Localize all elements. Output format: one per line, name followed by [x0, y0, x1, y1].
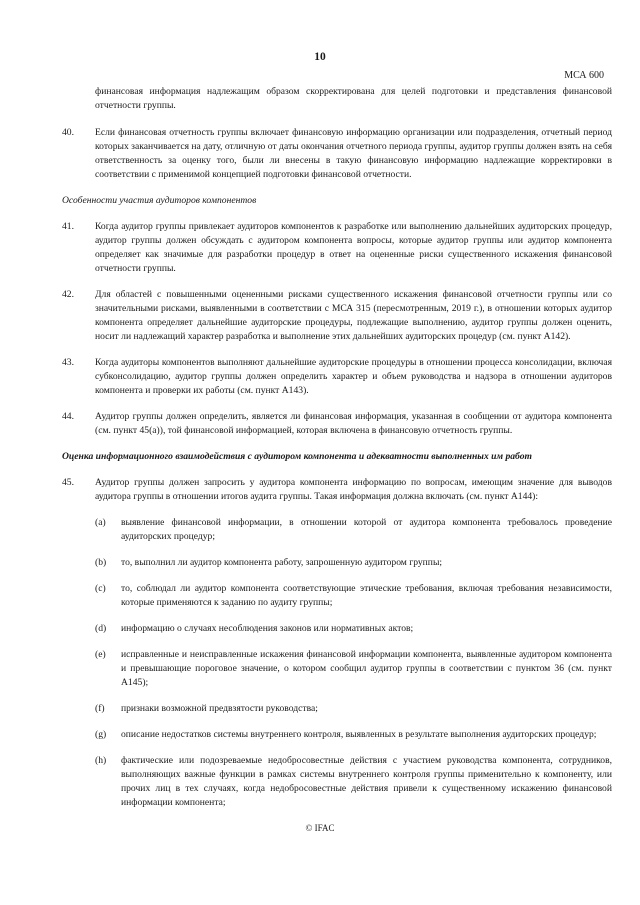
paragraph-text: Аудитор группы должен определить, является ли финансовая информация, указанная в сообщении от аудитора компонента (см. пункт 45(a)), той финансовой информацией, которая включена в финансовую отчетность группы.: [95, 411, 612, 436]
list-item-text: фактические или подозреваемые недобросовестные действия с участием руководства компонента, сотрудников, выполняющих важные функции в рамках системы внутреннего контроля группы применительно к компоненту, или прочих лиц в тех случаях, когда недобросовестные действия привели к существенному искажению финансовой информации компонента;: [121, 755, 612, 808]
list-item: [95, 622, 612, 636]
list-item-text: то, соблюдал ли аудитор компонента соответствующие этические требования, включая требования независимости, которые применяются к заданию по аудиту группы;: [121, 583, 612, 608]
list-item-text: признаки возможной предвзятости руководства;: [121, 703, 318, 714]
list-item-text: выявление финансовой информации, в отношении которой от аудитора компонента требовалось проведение аудиторских процедур;: [121, 517, 612, 542]
paragraph-42: [62, 288, 612, 344]
paragraph-text: Аудитор группы должен запросить у аудитора компонента информацию по вопросам, имеющим значение для выводов аудитора группы в отношении итогов аудита группы. Такая информация должна включать (см. пункт А144):: [95, 477, 612, 502]
paragraph-41: [62, 220, 612, 276]
paragraph-number: 41.: [62, 221, 74, 232]
continuation-text: финансовая информация надлежащим образом скорректирована для целей подготовки и представления финансовой отчетности группы.: [95, 86, 612, 111]
paragraph-number: 42.: [62, 289, 74, 300]
list-item-text: описание недостатков системы внутреннего контроля, выявленных в результате выполнения аудиторских процедур;: [121, 729, 597, 740]
paragraph-43: [62, 356, 612, 398]
list-item: [95, 754, 612, 810]
paragraph-number: 43.: [62, 357, 74, 368]
list-item-text: информацию о случаях несоблюдения законов или нормативных актов;: [121, 623, 414, 634]
paragraph-text: Когда аудитор группы привлекает аудиторов компонентов к разработке или выполнению дальнейших аудиторских процедур, аудитор группы должен обсуждать с аудитором компонента вопросы, которые аудитор группы или аудитор компонента определяет как значимые для разработки процедур в ответ на оцененные риски существенного искажения финансовой отчетности группы.: [95, 221, 612, 274]
list-item-text: исправленные и неисправленные искажения финансовой информации компонента, выявленные аудитором компонента и превышающие пороговое значение, о котором сообщил аудитор группы в соответствии с пунктом 36 (см. пункт А145);: [121, 649, 612, 688]
document-body: [62, 85, 612, 822]
paragraph-44: [62, 410, 612, 438]
list-item-label: (c): [95, 583, 106, 594]
paragraph-45: [62, 476, 612, 504]
section-heading: Оценка информационного взаимодействия с аудитором компонента и адекватности выполненных им работ: [62, 451, 532, 462]
paragraph-number: 40.: [62, 127, 74, 138]
list-item-label: (a): [95, 517, 106, 528]
list-item-label: (f): [95, 703, 105, 714]
list-item-label: (g): [95, 729, 107, 740]
list-item-label: (b): [95, 557, 107, 568]
copyright-footer: © IFAC: [305, 823, 335, 833]
list-item: [95, 702, 612, 716]
paragraph-text: Когда аудиторы компонентов выполняют дальнейшие аудиторские процедуры в отношении процесса консолидации, включая субконсолидацию, аудитор группы должен определить характер и объем руководства и надзора в отношении аудиторов компонента и проверки их работы (см. пункт А143).: [95, 357, 612, 396]
list-item-label: (e): [95, 649, 106, 660]
list-item-label: (d): [95, 623, 107, 634]
paragraph-text: Для областей с повышенными оцененными рисками существенного искажения финансовой отчетности группы или со значительными рисками, выявленными в соответствии с МСА 315 (пересмотренным, 2019 г.), в отношении которых аудитор компонента определяет дальнейшие аудиторские процедуры, подлежащие выполнению, аудитор группы должен оценить, носит ли надлежащий характер разработка и выполнение этих дальнейших аудиторских процедур (см. пункт А142).: [95, 289, 612, 342]
list-item: [95, 582, 612, 610]
list-item: [95, 516, 612, 544]
page-number: 10: [314, 51, 326, 63]
section-heading: Особенности участия аудиторов компонентов: [62, 195, 257, 206]
standard-code: МСА 600: [564, 70, 604, 81]
list-item: [95, 556, 612, 570]
paragraph-text: Если финансовая отчетность группы включает финансовую информацию организации или подразделения, отчетный период которых заканчивается на дату, отличную от даты окончания отчетного периода группы, аудитор группы должен взять на себя ответственность за оценку того, были ли внесены в такую финансовую информацию надлежащие корректировки в соответствии с применимой концепцией подготовки финансовой отчетности.: [95, 127, 612, 180]
paragraph-number: 45.: [62, 477, 74, 488]
list-item-text: то, выполнил ли аудитор компонента работу, запрошенную аудитором группы;: [121, 557, 443, 568]
paragraph-40: [62, 126, 612, 182]
list-item-label: (h): [95, 755, 107, 766]
list-item: [95, 728, 612, 742]
paragraph-number: 44.: [62, 411, 74, 422]
list-item: [95, 648, 612, 690]
